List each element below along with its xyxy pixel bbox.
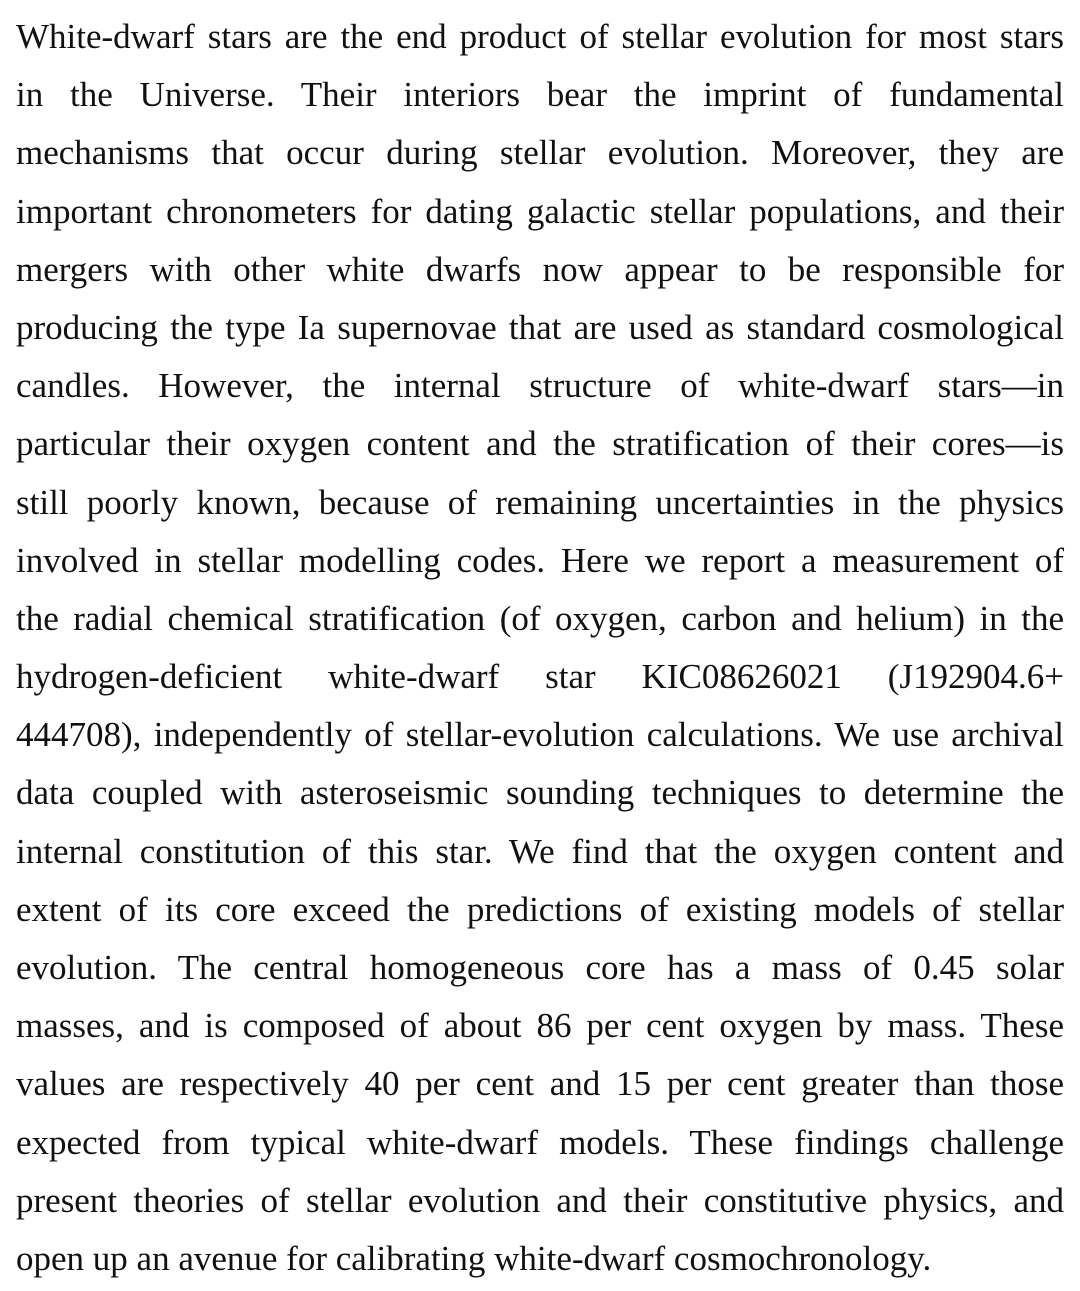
- text-line: present theories of stellar evolution and their constitutive physics, and: [16, 1180, 1064, 1220]
- text-line: data coupled with asteroseismic sounding techniques to determine the: [16, 773, 1064, 813]
- text-line: internal constitution of this star. We find that the oxygen content and: [16, 831, 1064, 871]
- text-line: 444708), independently of stellar-evolution calculations. We use archival: [16, 715, 1064, 755]
- text-line: important chronometers for dating galactic stellar populations, and their: [16, 191, 1064, 231]
- text-line: particular their oxygen content and the stratification of their cores—is: [16, 424, 1064, 464]
- text-line: hydrogen-deficient white-dwarf star KIC08626021 (J192904.6+: [16, 657, 1064, 697]
- text-line: mergers with other white dwarfs now appear to be responsible for: [16, 249, 1064, 289]
- text-line: open up an avenue for calibrating white-dwarf cosmochronology.: [16, 1238, 932, 1278]
- text-line: extent of its core exceed the predictions of existing models of stellar: [16, 889, 1064, 929]
- text-line: mechanisms that occur during stellar evolution. Moreover, they are: [16, 133, 1064, 173]
- text-line: producing the type Ia supernovae that are used as standard cosmological: [16, 307, 1064, 347]
- text-line: candles. However, the internal structure of white-dwarf stars—in: [16, 366, 1064, 406]
- text-line: evolution. The central homogeneous core has a mass of 0.45 solar: [16, 948, 1064, 987]
- text-line: values are respectively 40 per cent and 15 per cent greater than those: [16, 1064, 1064, 1104]
- text-line: still poorly known, because of remaining uncertainties in the physics: [16, 482, 1064, 522]
- text-line: White-dwarf stars are the end product of stellar evolution for most stars: [16, 17, 1064, 56]
- abstract-paragraph: [16, 8, 1064, 1288]
- text-line: masses, and is composed of about 86 per cent oxygen by mass. These: [16, 1006, 1064, 1046]
- text-line: expected from typical white-dwarf models. These findings challenge: [16, 1122, 1064, 1162]
- text-line: in the Universe. Their interiors bear the imprint of fundamental: [16, 75, 1064, 115]
- text-line: involved in stellar modelling codes. Here we report a measurement of: [16, 540, 1064, 580]
- text-line: the radial chemical stratification (of oxygen, carbon and helium) in the: [16, 598, 1064, 638]
